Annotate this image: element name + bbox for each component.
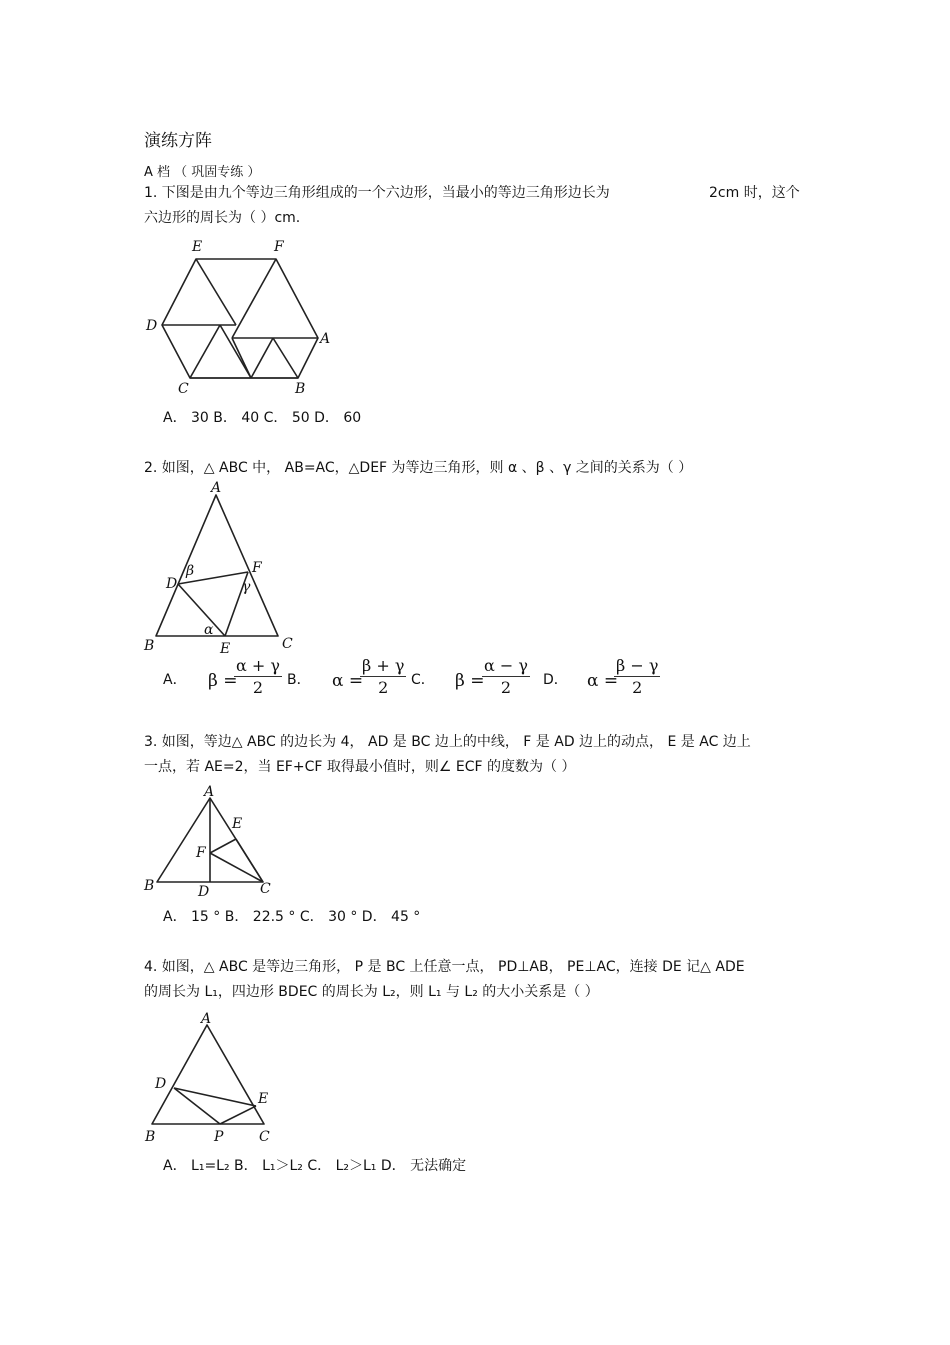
q1-label-D: D bbox=[146, 318, 158, 334]
q3-label-C: C bbox=[260, 881, 271, 897]
q2-opt-a-fraction bbox=[234, 656, 282, 697]
q2-label-gamma: γ bbox=[242, 579, 251, 595]
q2-opt-b-label: B． bbox=[287, 672, 311, 688]
page-title: 演练方阵 bbox=[144, 131, 212, 151]
q2-label-alpha: α bbox=[204, 622, 214, 638]
q3-options: A． 15 ° B． 22.5 ° C． 30 ° D． 45 ° bbox=[163, 909, 421, 925]
q3-line1: 3. 如图，等边△ ABC 的边长为 4， AD 是 BC 边上的中线， F 是 AD 边上的动点， E 是 AC 边上 bbox=[144, 734, 751, 750]
q2-opt-a-label: A． bbox=[163, 672, 187, 688]
q1-line1a: 1. 下图是由九个等边三角形组成的一个六边形，当最小的等边三角形边长为 bbox=[144, 185, 610, 201]
q2-opt-c-label: C． bbox=[411, 672, 435, 688]
q2-opt-b-den: 2 bbox=[378, 678, 389, 697]
q2-label-B: B bbox=[144, 638, 155, 654]
q3-label-A: A bbox=[204, 784, 215, 800]
q4-label-E: E bbox=[258, 1091, 269, 1107]
q4-options: A． L₁=L₂ B． L₁＞L₂ C． L₂＞L₁ D． 无法确定 bbox=[163, 1158, 467, 1174]
q2-opt-d-fraction bbox=[614, 656, 660, 697]
q3-label-D: D bbox=[198, 884, 210, 900]
q3-line2: 一点，若 AE=2，当 EF+CF 取得最小值时，则∠ ECF 的度数为（ ） bbox=[144, 759, 576, 775]
q1-label-A: A bbox=[320, 331, 331, 347]
q1-label-B: B bbox=[295, 381, 306, 397]
q2-opt-b-lhs: α = bbox=[332, 671, 364, 691]
q4-line2: 的周长为 L₁，四边形 BDEC 的周长为 L₂，则 L₁ 与 L₂ 的大小关系是（ ） bbox=[144, 984, 599, 1000]
q2-label-C: C bbox=[282, 636, 293, 652]
q4-label-A: A bbox=[201, 1011, 212, 1027]
q2-label-A: A bbox=[211, 480, 222, 496]
q2-opt-d-num: β − γ bbox=[616, 656, 659, 675]
q3-label-B: B bbox=[144, 878, 155, 894]
q1-hexagon-figure bbox=[140, 236, 340, 396]
q2-label-beta: β bbox=[186, 563, 195, 579]
q2-opt-a-num: α + γ bbox=[236, 656, 280, 675]
q4-triangle-figure bbox=[140, 1008, 300, 1148]
q1-label-E: E bbox=[192, 239, 203, 255]
section-heading: A 档 （ 巩固专练 ） bbox=[144, 165, 261, 180]
q2-opt-b-fraction bbox=[360, 656, 406, 697]
q3-label-E: E bbox=[232, 816, 243, 832]
q1-label-F: F bbox=[274, 239, 284, 255]
q2-opt-c-num: α − γ bbox=[484, 656, 528, 675]
q2-opt-b-num: β + γ bbox=[362, 656, 405, 675]
q4-label-P: P bbox=[214, 1129, 224, 1145]
q1-line1b: 2cm 时，这个 bbox=[709, 185, 800, 201]
q2-label-D: D bbox=[166, 576, 178, 592]
q2-opt-c-den: 2 bbox=[500, 678, 512, 697]
q2-opt-a-lhs: β = bbox=[208, 671, 238, 691]
q4-label-D: D bbox=[155, 1076, 167, 1092]
q2-opt-d-lhs: α = bbox=[587, 671, 619, 691]
q2-opt-d-den: 2 bbox=[632, 678, 643, 697]
q2-triangle-figure bbox=[140, 478, 310, 658]
q2-opt-d-label: D． bbox=[543, 672, 568, 688]
q3-label-F: F bbox=[196, 845, 206, 861]
q2-opt-a-den: 2 bbox=[252, 678, 264, 697]
q2-label-F: F bbox=[252, 560, 262, 576]
q1-options: A． 30 B． 40 C． 50 D． 60 bbox=[163, 410, 362, 426]
q4-label-C: C bbox=[259, 1129, 270, 1145]
q2-opt-c-lhs: β = bbox=[455, 671, 485, 691]
q4-label-B: B bbox=[145, 1129, 156, 1145]
q1-label-C: C bbox=[178, 381, 189, 397]
q2-text: 2. 如图，△ ABC 中， AB=AC，△DEF 为等边三角形，则 α 、β 、γ 之间的关系为（ ） bbox=[144, 460, 693, 476]
q1-line2: 六边形的周长为（ ）cm. bbox=[144, 210, 301, 226]
q4-line1: 4. 如图，△ ABC 是等边三角形， P 是 BC 上任意一点， PD⊥AB， PE⊥AC，连接 DE 记△ ADE bbox=[144, 959, 745, 975]
q3-triangle-figure bbox=[140, 782, 290, 902]
q2-opt-c-fraction bbox=[482, 656, 530, 697]
q2-label-E: E bbox=[220, 641, 231, 657]
